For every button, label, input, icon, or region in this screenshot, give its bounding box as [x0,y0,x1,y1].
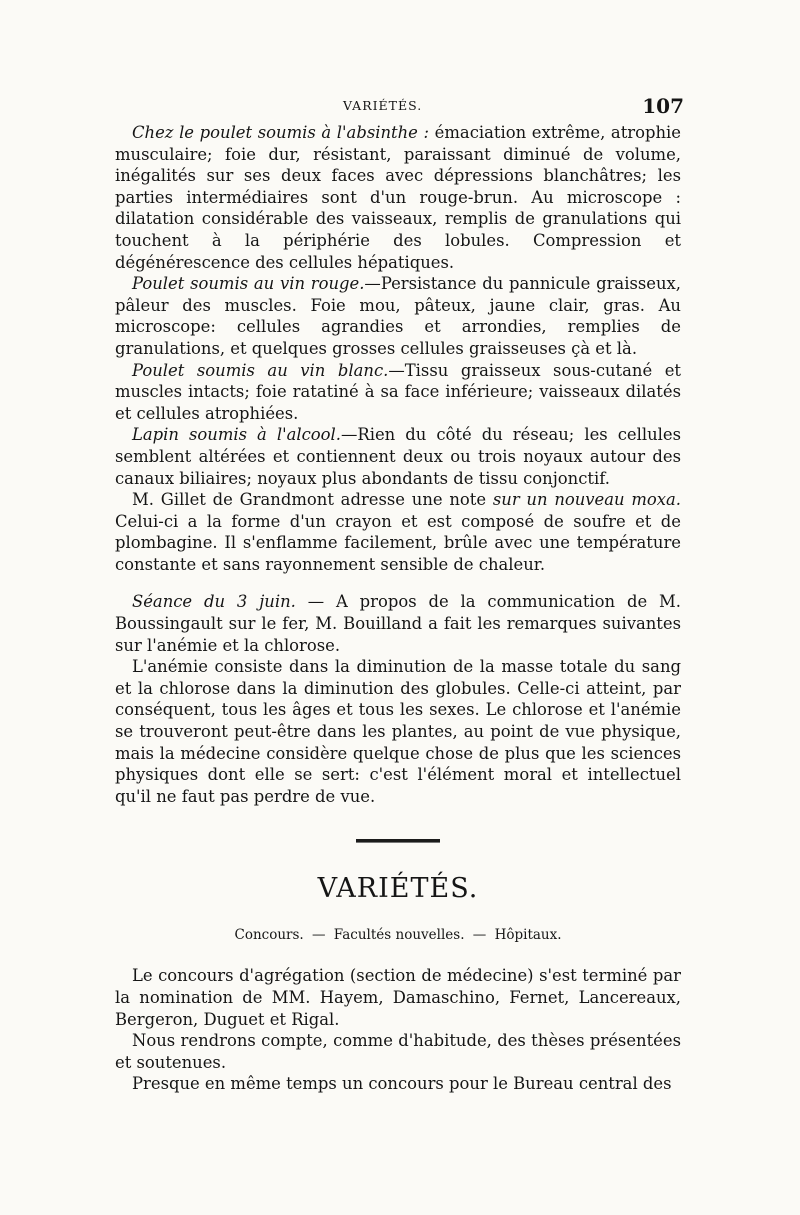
section-subheading [115,927,681,943]
running-head [115,94,684,122]
paragraph-text: —Tissu graisseux sous-cutané et muscles intacts; foie ratatiné à sa face inférieure; vaisseaux dilatés et cellules atrophiées. [115,360,681,423]
paragraph-theses: Nous rendrons compte, comme d'habitude, des thèses présentées et soutenues. [115,1031,681,1072]
paragraph-text: émaciation extrême, atrophie musculaire; foie dur, résistant, paraissant diminué de volume, inégalités sur ses deux faces avec dépressions blanchâtres; les parties intermédiaires sont d'un rouge-brun. Au microscope : dilatation considérable des vaisseaux, remplis de granulations qui touchent à la périphérie des lobules. Compression et dégénérescence des cellules hépatiques. [115,123,681,272]
book-page [115,94,684,1095]
paragraph-concours: Le concours d'agrégation (section de médecine) s'est terminé par la nomination de MM. Hayem, Damaschino, Fernet, Lancereaux, Bergeron, Duguet et Rigal. [115,966,681,1029]
paragraph-lead: Lapin soumis à l'alcool. [132,425,341,445]
paragraph-absinthe [115,122,681,273]
paragraph-gap [115,575,681,591]
paragraph-lead: Poulet soumis au vin rouge. [132,274,365,294]
subheading-separator: — [312,927,326,944]
subheading-item: Concours. [234,927,304,944]
paragraph-vin-blanc [115,360,681,425]
paragraph-lead: Chez le poulet soumis à l'absinthe : [132,123,430,142]
running-head-title: VARIÉTÉS. [343,98,423,113]
paragraph-text: —Rien du côté du réseau; les cellules semblent altérées et contiennent deux ou trois noyaux autour des canaux biliaires; noyaux plus abondants de tissu conjonctif. [115,425,682,488]
section-title: VARIÉTÉS. [317,873,479,905]
paragraph-italic: sur un nouveau moxa. [492,490,681,510]
subheading-item: Facultés nouvelles. [333,927,465,944]
paragraph-seance [115,591,681,656]
paragraph-bureau-central: Presque en même temps un concours pour le Bureau central des [132,1074,672,1094]
paragraph-text: —Persistance du pannicule graisseux, pâleur des muscles. Foie mou, pâteux, jaune clair, gras. Au microscope: cellules agrandies et arrondies, remplies de granulations, et quelques grosses cellules graisseuses çà et là. [115,274,681,358]
subheading-item: Hôpitaux. [494,927,562,944]
paragraph-lead: Poulet soumis au vin blanc. [132,360,389,380]
page-number: 107 [642,94,684,118]
section-divider [356,839,440,843]
seance-text: — A propos de la communication de M. Boussingault sur le fer, M. Bouilland a fait les remarques suivantes sur l'anémie et la chlorose. [115,592,681,655]
paragraph-alcool [115,424,681,489]
paragraph-vin-rouge [115,273,681,359]
paragraph-moxa [115,489,681,575]
paragraph-anemie: L'anémie consiste dans la diminution de la masse totale du sang et la chlorose dans la diminution des globules. Celle-ci atteint, par conséquent, tous les âges et tous les sexes. Le chlorose et l'anémie se trouveront peut-être dans les plantes, au point de vue physique, mais la médecine considère quelque chose de plus que les sciences physiques dont elle se sert: c'est l'élément moral et intellectuel qu'il ne faut pas perdre de vue. [115,657,681,806]
paragraph-text: M. Gillet de Grandmont adresse une note [132,490,493,510]
seance-lead: Séance du 3 juin. [132,592,296,612]
paragraph-text-continued: Celui-ci a la forme d'un crayon et est composé de soufre et de plombagine. Il s'enflamme facilement, brûle avec une température constante et sans rayonnement sensible de chaleur. [115,511,681,574]
subheading-separator: — [472,927,487,944]
